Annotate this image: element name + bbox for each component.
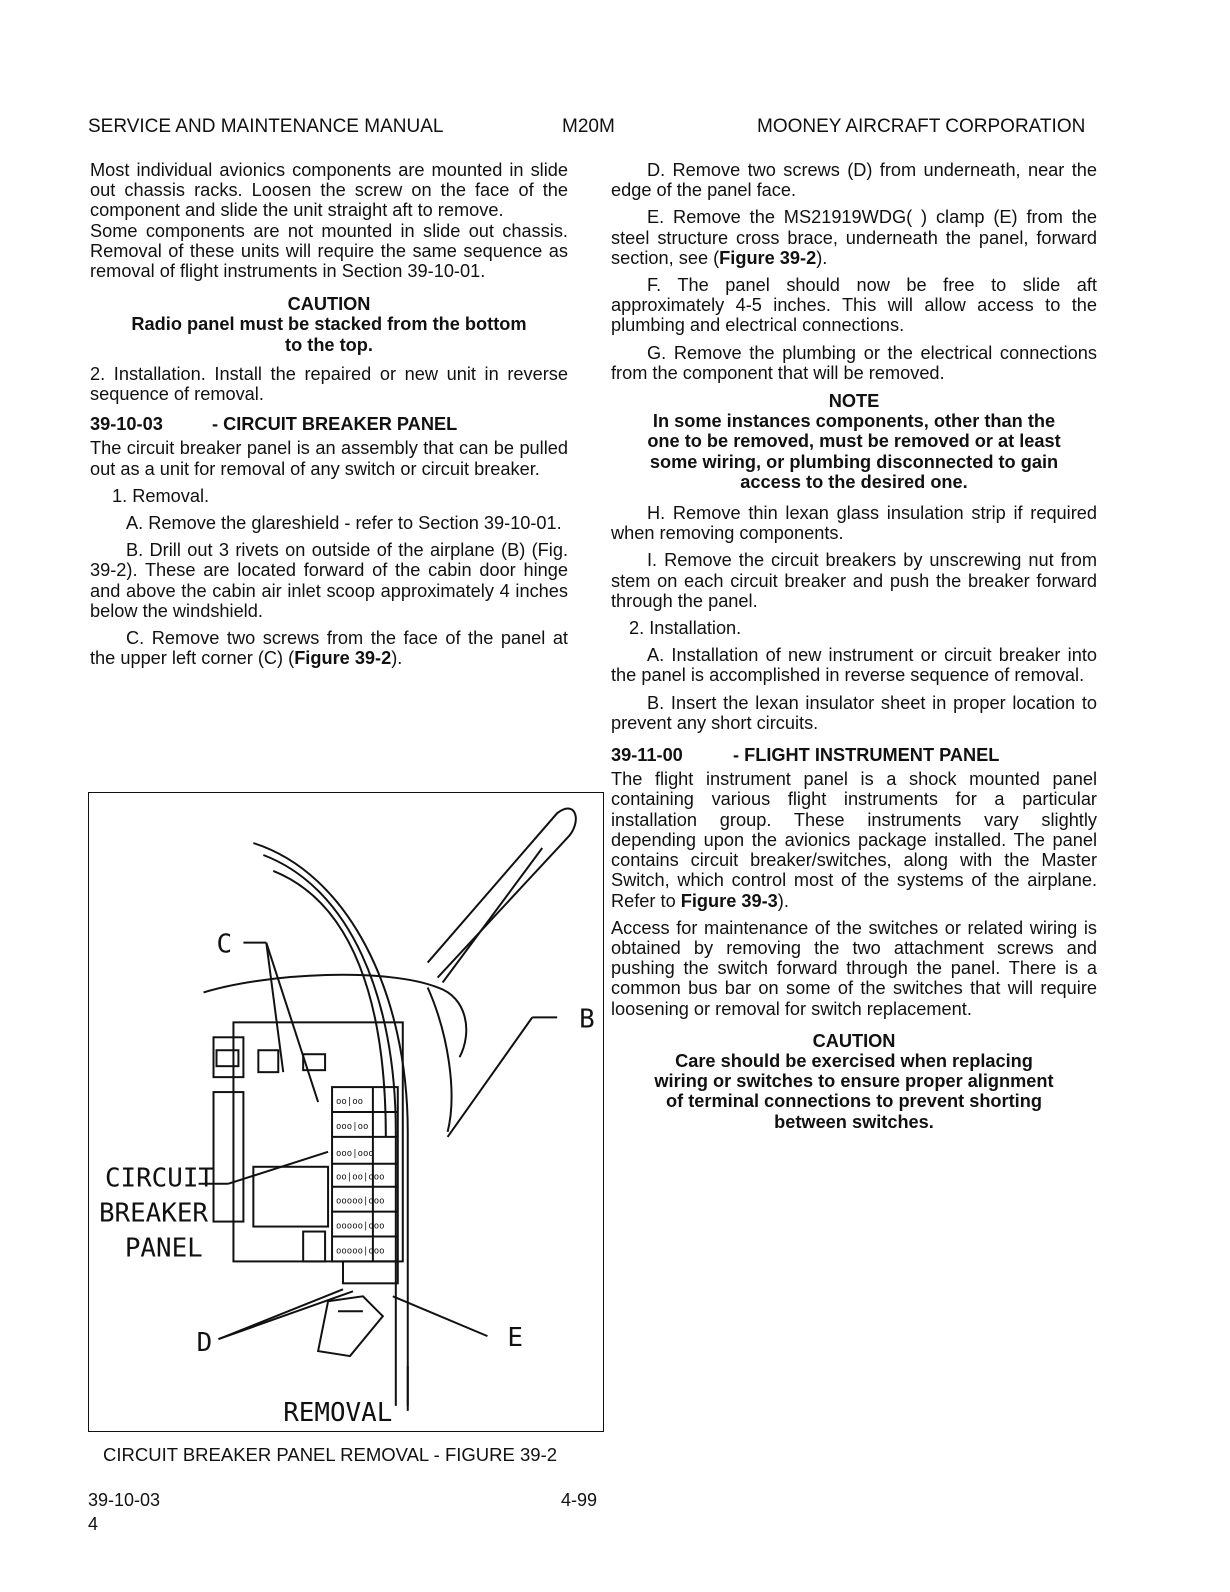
paragraph: B. Insert the lexan insulator sheet in proper location to prevent any short circuits.	[611, 692, 1097, 733]
label-c: C	[216, 929, 233, 960]
svg-text:ooo|ooo: ooo|ooo	[336, 1148, 374, 1159]
paragraph: Some components are not mounted in slide out chassis. Removal of these units will require the same sequence as removal of flight instruments in Section 39-10-01.	[90, 220, 568, 282]
note-text: access to the desired one.	[740, 471, 968, 492]
paragraph: B. Drill out 3 rivets on outside of the airplane (B) (Fig. 39-2). These are located forward of the cabin door hinge and above the cabin air inlet scoop approximately 4 inches below the windshield.	[90, 540, 568, 621]
label-panel: PANEL	[124, 1233, 203, 1264]
note-text: some wiring, or plumbing disconnected to gain	[649, 451, 1059, 472]
figure-ref: Figure 39-2	[294, 648, 392, 669]
note-text: In some instances components, other than the	[652, 411, 1056, 432]
footer-page-number: 4-99	[561, 1490, 598, 1510]
label-breaker: BREAKER	[98, 1198, 209, 1229]
figure-caption: CIRCUIT BREAKER PANEL REMOVAL - FIGURE 39-2	[103, 1444, 558, 1465]
label-b: B	[579, 1004, 595, 1035]
paragraph	[611, 207, 1097, 268]
header-manual-title: SERVICE AND MAINTENANCE MANUAL	[88, 116, 444, 137]
paragraph: F. The panel should now be free to slide aft approximately 4-5 inches. This will allow access to the plumbing and electrical connections.	[611, 275, 1097, 336]
paragraph: A. Remove the glareshield - refer to Section 39-10-01.	[126, 513, 562, 534]
paragraph: 2. Installation. Install the repaired or new unit in reverse sequence of removal.	[90, 363, 568, 405]
caution-text: Radio panel must be stacked from the bottom	[131, 314, 527, 335]
caution-title: CAUTION	[812, 1030, 896, 1051]
text-run: C. Remove two screws from the face of the panel at the upper left corner (C) (	[90, 628, 568, 669]
label-e: E	[507, 1323, 523, 1354]
paragraph: The circuit breaker panel is an assembly that can be pulled out as a unit for removal of any switch or circuit breaker.	[90, 438, 568, 479]
section-title: - CIRCUIT BREAKER PANEL	[212, 414, 458, 435]
svg-text:oo|oo: oo|oo	[336, 1097, 363, 1108]
right-column	[611, 160, 1097, 1132]
caution-title: CAUTION	[287, 294, 371, 315]
text-run: ).	[816, 247, 828, 268]
section-number: 39-10-03	[90, 414, 163, 435]
paragraph	[611, 769, 1097, 910]
paragraph: Access for maintenance of the switches or related wiring is obtained by removing the two attachment screws and pushing the switch forward through the panel. There is a common bus bar on some of the switches that will require loosening or removal for switch replacement.	[611, 917, 1097, 1019]
svg-text:ooooo|ooo: ooooo|ooo	[336, 1196, 385, 1207]
text-run: ).	[391, 648, 403, 669]
header-company: MOONEY AIRCRAFT CORPORATION	[757, 116, 1086, 137]
paragraph: 1. Removal.	[112, 485, 210, 506]
text-run: ).	[777, 890, 789, 911]
paragraph: A. Installation of new instrument or circuit breaker into the panel is accomplished in reverse sequence of removal.	[611, 645, 1097, 686]
svg-text:ooooo|ooo: ooooo|ooo	[336, 1221, 385, 1232]
paragraph: Most individual avionics components are mounted in slide out chassis racks. Loosen the screw on the face of the component and slide the unit straight aft to remove.	[90, 160, 568, 221]
paragraph: G. Remove the plumbing or the electrical connections from the component that will be removed.	[611, 342, 1097, 383]
note-text: one to be removed, must be removed or at least	[647, 431, 1061, 452]
caution-text: Care should be exercised when replacing	[675, 1050, 1033, 1071]
footer-section: 39-10-03	[88, 1490, 161, 1510]
figure-ref: Figure 39-2	[719, 247, 817, 268]
caution-text: to the top.	[285, 334, 373, 355]
label-d: D	[196, 1328, 213, 1359]
svg-text:ooooo|ooo: ooooo|ooo	[336, 1246, 385, 1257]
svg-text:ooo|oo: ooo|oo	[336, 1121, 369, 1132]
note-title: NOTE	[828, 391, 880, 412]
section-number: 39-11-00	[611, 745, 683, 766]
paragraph: D. Remove two screws (D) from underneath, near the edge of the panel face.	[611, 160, 1097, 201]
svg-text:oo|oo|ooo: oo|oo|ooo	[336, 1172, 385, 1183]
header-model: M20M	[562, 116, 615, 137]
text-run: E. Remove the MS21919WDG( ) clamp (E) from the steel structure cross brace, underneath the panel, forward section, see (	[611, 207, 1097, 268]
paragraph	[90, 628, 568, 668]
section-title: - FLIGHT INSTRUMENT PANEL	[733, 745, 1000, 766]
text-run: The flight instrument panel is a shock mounted panel containing various flight instruments for a particular installation group. These instruments vary slightly depending upon the avionics package installed. The panel contains circuit breaker/switches, along with the Master Switch, which control most of the systems of the airplane. Refer to	[611, 769, 1097, 911]
paragraph: H. Remove thin lexan glass insulation strip if required when removing components.	[611, 503, 1097, 544]
label-removal: REMOVAL	[283, 1397, 393, 1428]
paragraph: 2. Installation.	[629, 618, 742, 639]
caution-text: wiring or switches to ensure proper alignment	[654, 1071, 1054, 1092]
footer-revision: 4	[88, 1514, 99, 1534]
caution-text: between switches.	[774, 1111, 934, 1132]
circuit-breaker-panel-illustration	[89, 793, 603, 1431]
section-heading	[90, 414, 568, 434]
label-circuit: CIRCUIT	[104, 1163, 214, 1194]
paragraph: I. Remove the circuit breakers by unscrewing nut from stem on each circuit breaker and push the breaker forward through the panel.	[611, 550, 1097, 611]
caution-text: of terminal connections to prevent shorting	[666, 1091, 1042, 1112]
figure-ref: Figure 39-3	[680, 890, 778, 911]
figure-39-2	[88, 792, 604, 1432]
left-column	[90, 160, 568, 675]
section-heading	[611, 745, 1097, 765]
